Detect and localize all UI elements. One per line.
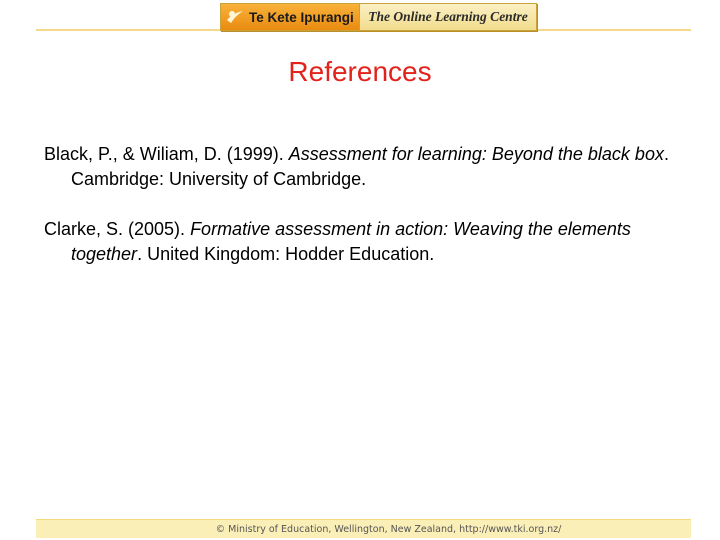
footer-bar [36, 519, 691, 538]
copyright-footer: © Ministry of Education, Wellington, New Zealand, http://www.tki.org.nz/ [215, 523, 562, 535]
reference-authors-year: Black, P., & Wiliam, D. (1999). [44, 144, 289, 164]
tki-logo-banner[interactable] [220, 3, 537, 31]
reference-publisher: . Cambridge: University of Cambridge. [71, 144, 669, 189]
reference-publisher: . United Kingdom: Hodder Education. [137, 244, 435, 264]
reference-authors-year: Clarke, S. (2005). [44, 219, 191, 239]
reference-title: Formative assessment in action: Weaving the elements together [71, 219, 631, 264]
reference-item [44, 142, 684, 192]
tki-logo-left [221, 4, 359, 30]
tki-logo-right [359, 4, 536, 30]
logo-left-text: Te Kete Ipurangi [249, 9, 354, 25]
star-swoosh-icon [225, 7, 245, 27]
page-title: References [288, 56, 432, 87]
logo-right-text: The Online Learning Centre [368, 9, 528, 24]
reference-title: Assessment for learning: Beyond the black box [288, 144, 664, 164]
reference-item [44, 217, 684, 267]
reference-list [44, 142, 684, 292]
